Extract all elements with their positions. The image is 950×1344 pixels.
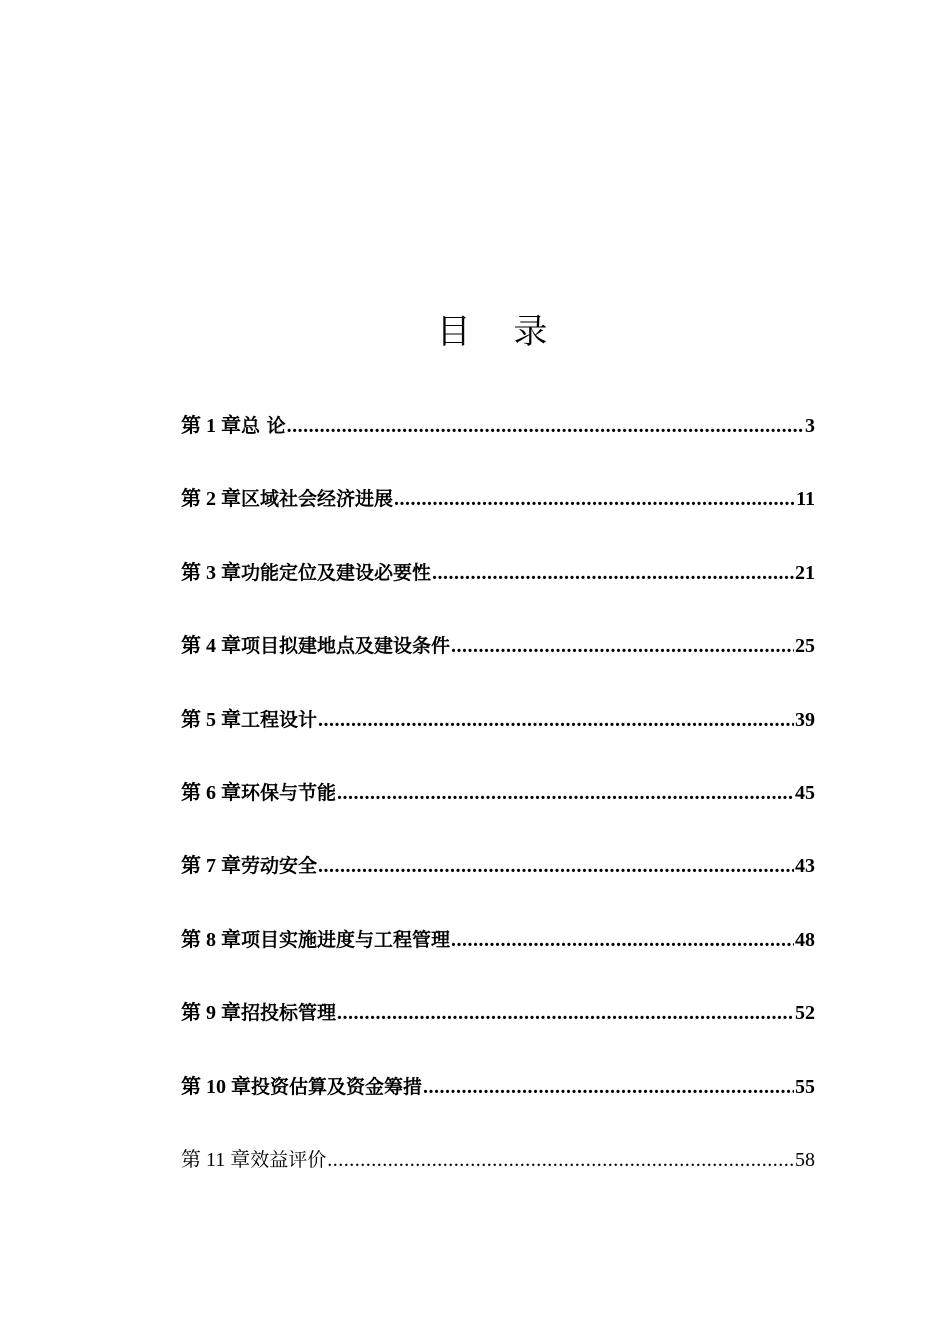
toc-dot-leader xyxy=(451,918,794,962)
toc-chapter-label: 第 8 章 xyxy=(181,928,241,951)
toc-dot-leader xyxy=(337,991,794,1035)
table-of-contents xyxy=(181,404,815,1211)
toc-page-number: 25 xyxy=(795,635,815,658)
toc-entry-8[interactable] xyxy=(181,918,815,991)
toc-chapter-title: 环保与节能 xyxy=(241,781,337,804)
toc-page-number: 21 xyxy=(795,561,815,584)
toc-chapter-title: 项目实施进度与工程管理 xyxy=(241,928,451,951)
toc-page-number: 52 xyxy=(795,1002,815,1025)
toc-page-number: 45 xyxy=(795,781,815,804)
toc-dot-leader xyxy=(318,844,794,888)
toc-chapter-label: 第 4 章 xyxy=(181,635,241,658)
toc-chapter-label: 第 2 章 xyxy=(181,488,241,511)
toc-dot-leader xyxy=(327,1138,794,1182)
toc-page-number: 43 xyxy=(795,855,815,878)
toc-chapter-title: 区域社会经济进展 xyxy=(241,488,394,511)
toc-entry-5[interactable] xyxy=(181,698,815,771)
toc-page-number: 11 xyxy=(796,488,815,511)
toc-dot-leader xyxy=(287,404,804,448)
toc-chapter-title: 招投标管理 xyxy=(241,1002,337,1025)
toc-chapter-title: 工程设计 xyxy=(241,708,318,731)
toc-dot-leader xyxy=(432,551,794,595)
toc-entry-3[interactable] xyxy=(181,551,815,624)
toc-page-number: 48 xyxy=(795,928,815,951)
toc-chapter-label: 第 1 章 xyxy=(181,415,241,437)
toc-chapter-label: 第 5 章 xyxy=(181,708,241,731)
toc-chapter-title: 总 论 xyxy=(241,415,286,437)
toc-entry-2[interactable] xyxy=(181,477,815,550)
toc-page-number: 58 xyxy=(795,1148,815,1171)
toc-entry-7[interactable] xyxy=(181,844,815,917)
toc-chapter-label: 第 9 章 xyxy=(181,1002,241,1025)
toc-chapter-title: 功能定位及建设必要性 xyxy=(241,561,432,584)
toc-page-number: 3 xyxy=(805,415,815,437)
toc-dot-leader xyxy=(394,477,795,521)
toc-chapter-label: 第 6 章 xyxy=(181,781,241,804)
toc-entry-1[interactable] xyxy=(181,404,815,477)
toc-dot-leader xyxy=(451,624,794,668)
toc-chapter-title: 劳动安全 xyxy=(241,855,318,878)
toc-chapter-title: 项目拟建地点及建设条件 xyxy=(241,635,451,658)
toc-chapter-title: 投资估算及资金筹措 xyxy=(251,1075,423,1098)
toc-entry-4[interactable] xyxy=(181,624,815,697)
toc-chapter-label: 第 11 章 xyxy=(181,1148,251,1171)
toc-chapter-label: 第 7 章 xyxy=(181,855,241,878)
toc-dot-leader xyxy=(318,698,794,742)
toc-chapter-label: 第 10 章 xyxy=(181,1075,251,1098)
toc-page-number: 39 xyxy=(795,708,815,731)
toc-chapter-label: 第 3 章 xyxy=(181,561,241,584)
toc-entry-6[interactable] xyxy=(181,771,815,844)
toc-page-number: 55 xyxy=(795,1075,815,1098)
page-title: 目 录 xyxy=(436,312,564,352)
toc-entry-10[interactable] xyxy=(181,1065,815,1138)
toc-dot-leader xyxy=(423,1065,794,1109)
toc-chapter-title: 效益评价 xyxy=(250,1148,327,1171)
toc-dot-leader xyxy=(337,771,794,815)
toc-entry-9[interactable] xyxy=(181,991,815,1064)
toc-entry-11[interactable] xyxy=(181,1138,815,1211)
